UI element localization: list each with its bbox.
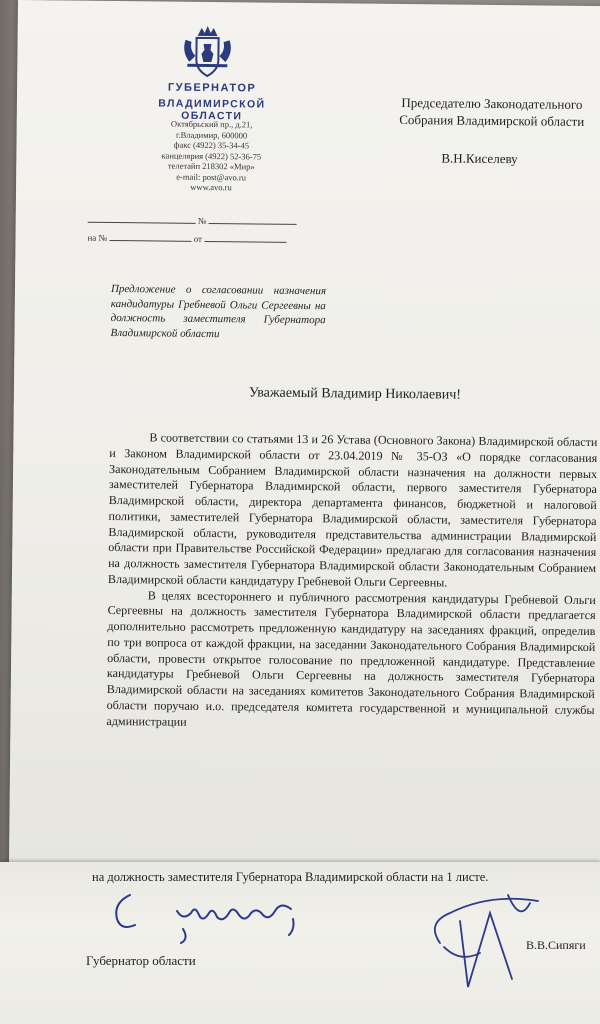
- contact-teletype: телетайп 218302 «Мир»: [167, 160, 255, 172]
- letter-subject: Предложение о согласовании назначения кандидатуры Гребневой Ольги Сергеевны на должность заместителя Губернатора Владимирской области: [110, 282, 327, 340]
- vladimir-coat-of-arms-icon: [177, 22, 238, 81]
- letterhead-subtitle: ВЛАДИМИРСКОЙ ОБЛАСТИ: [158, 97, 266, 123]
- signer-name: В.В.Сипяги: [526, 938, 586, 952]
- addressee-line1: Председателю Законодательного: [401, 95, 583, 112]
- addressee-line2: Собрания Владимирской области: [399, 111, 585, 129]
- contact-city: г.Владимир, 600000: [175, 129, 248, 140]
- registration-number-line: [88, 213, 297, 227]
- contact-office-phone: канцелярия (4922) 52-36-75: [161, 150, 262, 162]
- body-paragraph: В целях всестороннего и публичного рассмотрения кандидатуры Гребневой Ольги Сергеевны на должность заместителя Губернатора Владимирской области предлагается дополнительно рассмотреть предложенную кандидатуру на заседаниях фракций, определив по три вопроса от каждой фракции, на заседании Законодательного Собрания Владимирской области, провести открытое голосование по предложенной кандидатуре. Представление кандидатуры Гребневой Ольги Сергеевны на должность заместителя Губернатора Владимирской области на заседаниях комитетов Законодательного Собрания Владимирской области поручаю и.о. председателя комитета государственной и муниципальной службы администрации: [106, 587, 596, 729]
- contact-fax: факс (4922) 35-34-45: [173, 139, 250, 151]
- reg-from-label: от: [193, 233, 203, 244]
- greeting: Уважаемый Владимир Николаевич!: [248, 385, 462, 403]
- addressee-name: В.Н.Киселеву: [441, 150, 518, 167]
- letterhead-contacts: [126, 118, 297, 193]
- contact-website: www.avo.ru: [190, 181, 232, 193]
- addressee-block: [382, 94, 600, 130]
- contact-email: e-mail: post@avo.ru: [176, 171, 247, 182]
- signer-title: Губернатор области: [86, 953, 196, 968]
- handwritten-regards: [105, 885, 305, 945]
- letterhead-title: ГУБЕРНАТОР: [167, 81, 257, 95]
- body-paragraph: В соответствии со статьями 13 и 26 Устава (Основного Закона) Владимирской области и Законом Владимирской области от 23.04.2019 № 35-ОЗ «О порядке согласования Законодательным Собранием Владимирской области назначения на должности первых заместителей Губернатора Владимирской области, первого заместителя Губернатора Владимирской области, директора департамента финансов, бюджетной и налоговой политики, заместителей Губернатора Владимирской области, заместителя Губернатора Владимирской области, руководителя представительства администрации Владимирской области при Правительстве Российской Федерации» предлагаю для согласования назначения на должность заместителя Губернатора Владимирской области Законодательным Собранием Владимирской области кандидатуру Гребневой Ольги Сергеевны.: [107, 430, 598, 590]
- reg-ref-label: на №: [87, 232, 108, 243]
- reference-number-line: [87, 231, 286, 245]
- letter-page: [9, 0, 600, 879]
- reg-no-label: №: [197, 215, 207, 226]
- continuation-line: на должность заместителя Губернатора Владимирской области на 1 листе.: [92, 870, 489, 884]
- letter-body: [106, 430, 597, 734]
- contact-address: Октябрьский пр., д.21,: [170, 118, 253, 130]
